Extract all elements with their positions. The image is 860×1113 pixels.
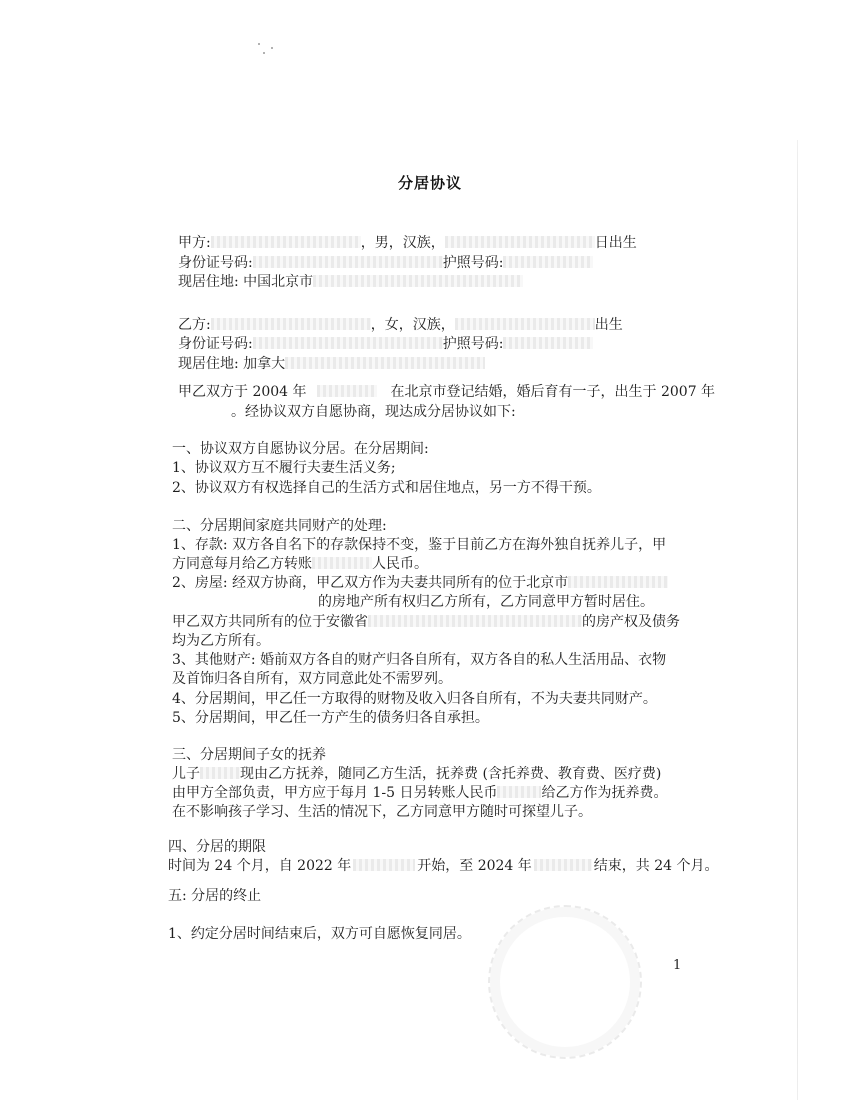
party-a-address-line [178,273,523,291]
party-a-passport-label: 护照号码: [442,255,504,271]
party-b-details: ，女，汉族， [370,317,455,333]
section-2-line-1: 1、存款: 双方各自名下的存款保持不变，鉴于目前乙方在海外独自抚养儿子，甲 [172,537,667,553]
redacted-address [313,275,523,287]
party-a-birth-suffix: 日出生 [594,235,637,251]
section-3-line-1a: 儿子 [172,766,200,782]
party-b-label: 乙方: [178,317,211,333]
redacted-passport-number [503,337,593,349]
redacted-id-number [253,337,443,349]
redacted-id-number [253,256,443,268]
party-a-id-line [178,254,593,272]
redacted-address [285,357,485,369]
section-5-heading: 五: 分居的终止 [168,888,262,904]
redacted-date [534,859,592,871]
party-a-id-label: 身份证号码: [178,255,253,271]
section-2-line-9: 4、分居期间，甲乙任一方取得的财物及收入归各自所有，不为夫妻共同财产。 [172,691,657,707]
scan-speck [263,52,265,54]
intro-line-2: 。经协议双方自愿协商，现达成分居协议如下: [231,404,516,420]
section-3-line-3: 在不影响孩子学习、生活的情况下，乙方同意甲方随时可探望儿子。 [172,804,592,820]
section-5-item-1: 1、约定分居时间结束后，双方可自愿恢复同居。 [168,926,471,942]
section-2-line-2a: 方同意每月给乙方转账 [172,556,312,572]
section-4-line-c: 结束，共 24 个月。 [593,858,719,874]
redacted-address [568,576,668,588]
section-2-line-2b: 人民币。 [372,556,428,572]
section-3-line-2b: 给乙方作为抚养费。 [541,785,668,801]
section-3-line-1b: 现由乙方抚养，随同乙方生活，抚养费 (含托养费、教育费、医疗费) [240,766,662,782]
party-a-details: ，男，汉族， [360,235,445,251]
intro-text-a: 甲乙双方于 2004 年 [178,384,307,400]
section-2-line-6: 均为乙方所有。 [172,633,270,649]
section-3-line-2a: 由甲方全部负责，甲方应于每月 1-5 日另转账人民币 [172,785,498,801]
party-b-passport-label: 护照号码: [442,336,504,352]
section-2-line-3 [172,574,668,592]
section-4-heading: 四、分居的期限 [168,839,266,855]
section-1-heading: 一、协议双方自愿协议分居。在分居期间: [172,441,429,457]
redacted-name [200,767,240,779]
section-2-line-10: 5、分居期间，甲乙任一方产生的债务归各自承担。 [172,710,489,726]
section-2-line-3a: 2、房屋: 经双方协商，甲乙双方作为夫妻共同所有的位于北京市 [172,575,569,591]
redacted-address [368,615,582,627]
section-2-line-2 [172,555,428,573]
party-b-address-line [178,355,485,373]
section-3-line-1 [172,765,661,783]
party-a-name-line [178,234,637,252]
section-4-line-b: 开始，至 2024 年 [417,858,532,874]
section-2-heading: 二、分居期间家庭共同财产的处理: [172,518,387,534]
section-2-line-4: 的房地产所有权归乙方所有，乙方同意甲方暂时居住。 [318,594,654,610]
section-2-line-5b: 的房产权及债务 [582,614,680,630]
page-number: 1 [673,958,682,973]
section-3-line-2 [172,784,667,802]
party-b-id-line [178,335,593,353]
intro-line-1 [178,383,715,401]
section-1-item-2: 2、协议双方有权选择自己的生活方式和居住地点，另一方不得干预。 [172,480,601,496]
section-3-heading: 三、分居期间子女的抚养 [172,747,326,763]
scan-speck [271,47,273,49]
party-b-birth-suffix: 出生 [594,317,623,333]
faint-seal-stamp [488,905,642,1059]
party-a-label: 甲方: [178,235,211,251]
scan-speck [258,43,260,45]
scan-edge-line [797,140,798,1100]
party-b-id-label: 身份证号码: [178,336,253,352]
redacted-name [211,236,361,248]
party-a-address-label: 现居住地: 中国北京市 [178,274,314,290]
intro-text-b: 在北京市登记结婚，婚后育有一子，出生于 2007 年 [390,384,716,400]
section-2-line-5 [172,613,680,631]
redacted-amount [312,557,372,569]
section-1-item-1: 1、协议双方互不履行夫妻生活义务; [172,460,396,476]
party-b-name-line [178,316,623,334]
section-2-line-5a: 甲乙双方共同所有的位于安徽省 [172,614,368,630]
redacted-date [353,859,415,871]
section-4-line [168,857,719,875]
redacted-birthdate [455,318,595,330]
party-b-address-label: 现居住地: 加拿大 [178,356,286,372]
redacted-date [317,385,377,397]
redacted-name [211,318,371,330]
section-4-line-a: 时间为 24 个月，自 2022 年 [168,858,352,874]
redacted-passport-number [503,256,593,268]
redacted-amount [497,786,541,798]
section-2-line-8: 及首饰归各自所有，双方同意此处不需罗列。 [172,671,452,687]
redacted-birthdate [445,236,595,248]
section-2-line-7: 3、其他财产: 婚前双方各自的财产归各自所有，双方各自的私人生活用品、衣物 [172,652,667,668]
document-title: 分居协议 [397,174,462,192]
